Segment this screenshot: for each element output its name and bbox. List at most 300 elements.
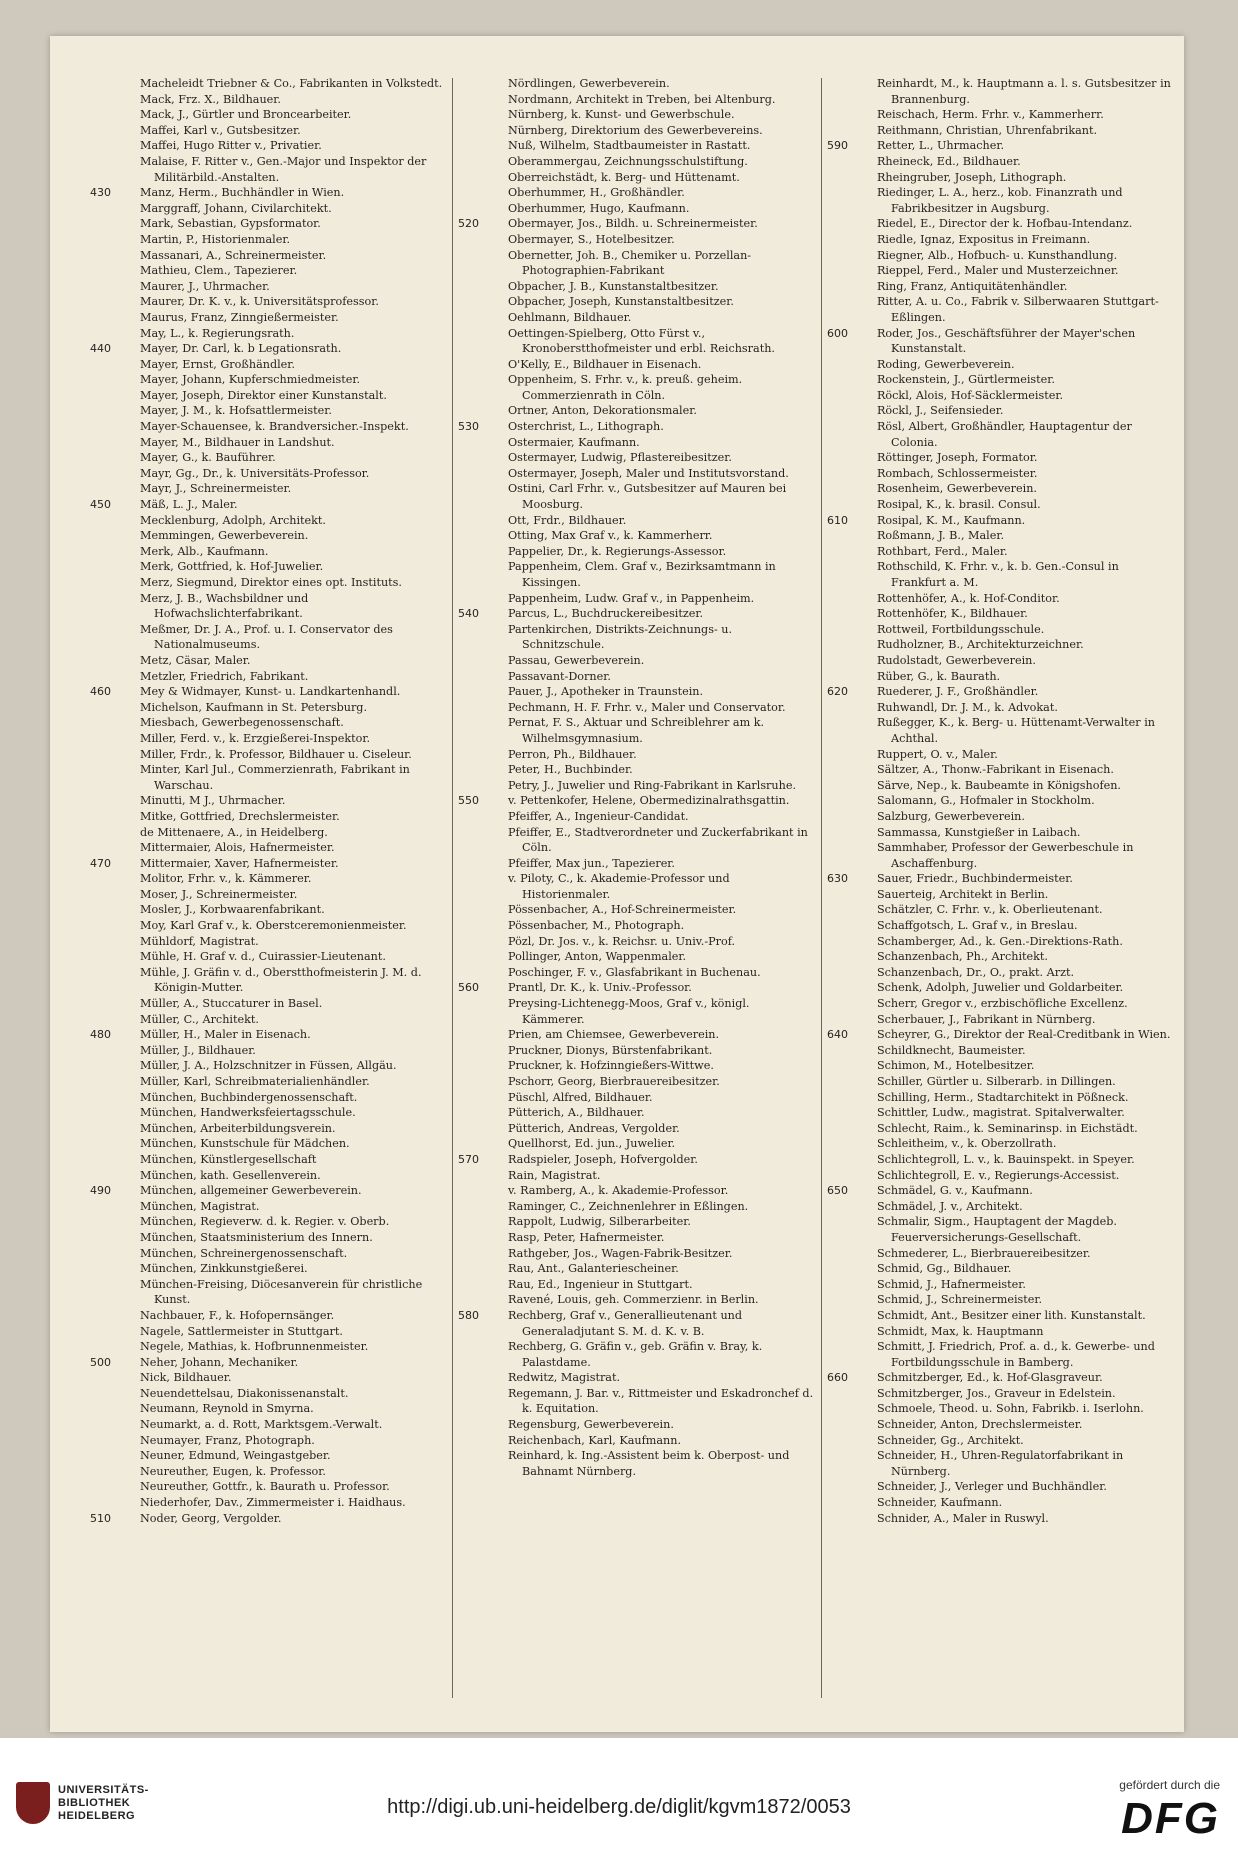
entry-text: Ravené, Louis, geh. Commerzienr. in Berlin. bbox=[508, 1293, 759, 1307]
entry-text: Schneider, H., Uhren-Regulatorfabrikant in Nürnberg. bbox=[877, 1449, 1124, 1478]
list-entry bbox=[827, 294, 1177, 325]
list-entry bbox=[827, 1308, 1177, 1324]
list-entry bbox=[458, 902, 814, 918]
list-entry bbox=[90, 669, 446, 685]
entry-text: Pappelier, Dr., k. Regierungs-Assessor. bbox=[508, 544, 727, 558]
entry-number: 480 bbox=[90, 1028, 111, 1042]
entry-text: Pechmann, H. F. Frhr. v., Maler und Conservator. bbox=[508, 700, 786, 714]
list-entry bbox=[827, 918, 1177, 934]
entry-text: Roder, Jos., Geschäftsführer der Mayer'schen Kunstanstalt. bbox=[877, 326, 1136, 356]
list-entry bbox=[827, 778, 1177, 794]
entry-text: Pruckner, k. Hofzinngießers-Wittwe. bbox=[508, 1059, 714, 1073]
list-entry bbox=[458, 294, 814, 310]
list-entry bbox=[458, 138, 814, 154]
entry-number: 620 bbox=[827, 685, 848, 699]
list-entry bbox=[458, 1058, 814, 1074]
list-entry bbox=[827, 887, 1177, 903]
list-entry bbox=[827, 606, 1177, 622]
dfg-logo[interactable]: DFG bbox=[1121, 1794, 1220, 1843]
list-entry bbox=[458, 357, 814, 373]
entry-text: Moser, J., Schreinermeister. bbox=[140, 887, 298, 901]
list-entry bbox=[90, 92, 446, 108]
entry-text: Rottenhöfer, K., Bildhauer. bbox=[877, 607, 1028, 621]
footer-bar bbox=[0, 1738, 1238, 1861]
entry-text: Obernetter, Joh. B., Chemiker u. Porzellan-Photographien-Fabrikant bbox=[508, 248, 752, 278]
entry-text: v. Pettenkofer, Helene, Obermedizinalrathsgattin. bbox=[508, 794, 790, 808]
list-entry bbox=[827, 1105, 1177, 1121]
list-entry bbox=[458, 591, 814, 607]
list-entry bbox=[90, 825, 446, 841]
list-entry bbox=[827, 1277, 1177, 1293]
list-entry bbox=[458, 1417, 814, 1433]
list-entry bbox=[90, 1401, 446, 1417]
list-entry bbox=[458, 1433, 814, 1449]
entry-number: 590 bbox=[827, 139, 848, 153]
entry-text: Regensburg, Gewerbeverein. bbox=[508, 1418, 674, 1432]
entry-text: Rosenheim, Gewerbeverein. bbox=[877, 482, 1037, 496]
entry-text: Müller, C., Architekt. bbox=[140, 1012, 259, 1026]
list-entry bbox=[90, 1464, 446, 1480]
entry-text: Manz, Herm., Buchhändler in Wien. bbox=[140, 186, 345, 200]
entry-number: 440 bbox=[90, 342, 111, 356]
list-entry bbox=[458, 372, 814, 403]
entry-text: Metzler, Friedrich, Fabrikant. bbox=[140, 669, 309, 683]
list-entry bbox=[90, 107, 446, 123]
entry-text: Maffei, Hugo Ritter v., Privatier. bbox=[140, 139, 322, 153]
list-entry bbox=[458, 76, 814, 92]
list-entry bbox=[827, 1074, 1177, 1090]
entry-text: Molitor, Frhr. v., k. Kämmerer. bbox=[140, 872, 312, 886]
entry-text: München-Freising, Diöcesanverein für christliche Kunst. bbox=[140, 1277, 423, 1307]
entry-text: Rechberg, G. Gräfin v., geb. Gräfin v. Bray, k. Palastdame. bbox=[508, 1340, 763, 1369]
list-entry bbox=[458, 403, 814, 419]
entry-number: 550 bbox=[458, 794, 479, 808]
list-entry bbox=[90, 1308, 446, 1324]
entry-text: Nachbauer, F., k. Hofopernsänger. bbox=[140, 1308, 335, 1322]
entry-text: Massanari, A., Schreinermeister. bbox=[140, 248, 327, 262]
entry-text: München, Arbeiterbildungsverein. bbox=[140, 1121, 336, 1135]
list-entry bbox=[90, 996, 446, 1012]
list-entry bbox=[827, 747, 1177, 763]
entry-text: Oppenheim, S. Frhr. v., k. preuß. geheim. Commerzienrath in Cöln. bbox=[508, 373, 743, 402]
entry-text: Osterchrist, L., Lithograph. bbox=[508, 420, 664, 434]
member-list-column-2 bbox=[458, 76, 814, 1479]
entry-text: Särve, Nep., k. Baubeamte in Königshofen. bbox=[877, 778, 1121, 792]
entry-text: Rothbart, Ferd., Maler. bbox=[877, 544, 1008, 558]
list-entry bbox=[827, 1417, 1177, 1433]
list-entry bbox=[458, 1292, 814, 1308]
entry-text: v. Ramberg, A., k. Akademie-Professor. bbox=[508, 1184, 729, 1198]
entry-text: Neureuther, Gottfr., k. Baurath u. Professor. bbox=[140, 1480, 390, 1494]
entry-text: Roding, Gewerbeverein. bbox=[877, 357, 1015, 371]
list-entry bbox=[827, 107, 1177, 123]
entry-text: Schmidt, Ant., Besitzer einer lith. Kunstanstalt. bbox=[877, 1308, 1146, 1322]
list-entry bbox=[90, 591, 446, 622]
list-entry bbox=[90, 1121, 446, 1137]
entry-text: Rottenhöfer, A., k. Hof-Conditor. bbox=[877, 591, 1060, 605]
list-entry bbox=[458, 793, 814, 809]
list-entry bbox=[458, 419, 814, 435]
entry-text: Rappolt, Ludwig, Silberarbeiter. bbox=[508, 1215, 691, 1229]
entry-text: Passavant-Dorner. bbox=[508, 669, 611, 683]
entry-text: Pschorr, Georg, Bierbrauereibesitzer. bbox=[508, 1075, 720, 1088]
entry-text: Neumann, Reynold in Smyrna. bbox=[140, 1402, 314, 1416]
list-entry bbox=[827, 279, 1177, 295]
entry-text: Schneider, J., Verleger und Buchhändler. bbox=[877, 1480, 1107, 1494]
list-entry bbox=[827, 76, 1177, 107]
list-entry bbox=[458, 1230, 814, 1246]
entry-text: Rheingruber, Joseph, Lithograph. bbox=[877, 170, 1067, 184]
list-entry bbox=[458, 871, 814, 902]
entry-text: Rathgeber, Jos., Wagen-Fabrik-Besitzer. bbox=[508, 1246, 733, 1260]
entry-text: Pfeiffer, A., Ingenieur-Candidat. bbox=[508, 809, 689, 823]
list-entry bbox=[458, 606, 814, 622]
entry-text: Miller, Frdr., k. Professor, Bildhauer u. Ciseleur. bbox=[140, 747, 412, 761]
entry-text: Röttinger, Joseph, Formator. bbox=[877, 451, 1038, 465]
entry-text: Minter, Karl Jul., Commerzienrath, Fabrikant in Warschau. bbox=[140, 763, 410, 792]
entry-text: Poschinger, F. v., Glasfabrikant in Buchenau. bbox=[508, 965, 761, 979]
list-entry bbox=[827, 1043, 1177, 1059]
entry-text: Schmitzberger, Ed., k. Hof-Glasgraveur. bbox=[877, 1371, 1103, 1385]
list-entry bbox=[458, 1090, 814, 1106]
list-entry bbox=[90, 684, 446, 700]
entry-number: 580 bbox=[458, 1308, 479, 1322]
entry-text: Mayer, M., Bildhauer in Landshut. bbox=[140, 435, 335, 449]
list-entry bbox=[90, 1199, 446, 1215]
entry-text: Schiller, Gürtler u. Silberarb. in Dillingen. bbox=[877, 1075, 1116, 1088]
entry-text: Mosler, J., Korbwaarenfabrikant. bbox=[140, 903, 325, 917]
list-entry bbox=[90, 622, 446, 653]
entry-text: Mayer-Schauensee, k. Brandversicher.-Inspekt. bbox=[140, 420, 409, 434]
member-list-column-1 bbox=[90, 76, 446, 1526]
list-entry bbox=[458, 1386, 814, 1417]
entry-text: Mayer, Ernst, Großhändler. bbox=[140, 357, 295, 371]
list-entry bbox=[827, 528, 1177, 544]
entry-text: Maurus, Franz, Zinngießermeister. bbox=[140, 310, 339, 324]
list-entry bbox=[90, 263, 446, 279]
list-entry bbox=[458, 528, 814, 544]
entry-text: Noder, Georg, Vergolder. bbox=[140, 1511, 282, 1525]
entry-text: Pfeiffer, Max jun., Tapezierer. bbox=[508, 856, 675, 870]
list-entry bbox=[458, 1214, 814, 1230]
entry-text: Neuendettelsau, Diakonissenanstalt. bbox=[140, 1386, 349, 1400]
list-entry bbox=[458, 185, 814, 201]
list-entry bbox=[90, 1043, 446, 1059]
entry-text: Oehlmann, Bildhauer. bbox=[508, 310, 632, 324]
list-entry bbox=[827, 1433, 1177, 1449]
list-entry bbox=[90, 700, 446, 716]
list-entry bbox=[90, 528, 446, 544]
list-entry bbox=[827, 450, 1177, 466]
list-entry bbox=[458, 980, 814, 996]
column-divider bbox=[452, 78, 453, 1698]
list-entry bbox=[827, 372, 1177, 388]
entry-text: Rechberg, Graf v., Generallieutenant und Generaladjutant S. M. d. K. v. B. bbox=[508, 1308, 743, 1338]
list-entry bbox=[90, 1027, 446, 1043]
entry-text: Minutti, M J., Uhrmacher. bbox=[140, 794, 286, 808]
list-entry bbox=[458, 622, 814, 653]
entry-text: Pössenbacher, A., Hof-Schreinermeister. bbox=[508, 903, 737, 917]
entry-text: O'Kelly, E., Bildhauer in Eisenach. bbox=[508, 357, 702, 371]
entry-text: Neher, Johann, Mechaniker. bbox=[140, 1355, 299, 1369]
list-entry bbox=[90, 326, 446, 342]
entry-text: Mey & Widmayer, Kunst- u. Landkartenhandl. bbox=[140, 685, 401, 699]
entry-text: Neumarkt, a. d. Rott, Marktsgem.-Verwalt. bbox=[140, 1418, 383, 1432]
entry-text: Schleitheim, v., k. Oberzollrath. bbox=[877, 1137, 1057, 1151]
list-entry bbox=[90, 949, 446, 965]
entry-text: Merz, Siegmund, Direktor eines opt. Instituts. bbox=[140, 576, 402, 589]
list-entry bbox=[90, 1511, 446, 1527]
list-entry bbox=[90, 747, 446, 763]
list-entry bbox=[90, 341, 446, 357]
entry-text: Pernat, F. S., Aktuar und Schreiblehrer am k. Wilhelmsgymnasium. bbox=[508, 716, 765, 745]
list-entry bbox=[90, 1433, 446, 1449]
list-entry bbox=[90, 871, 446, 887]
list-entry bbox=[90, 731, 446, 747]
entry-text: Pfeiffer, E., Stadtverordneter und Zuckerfabrikant in Cöln. bbox=[508, 825, 808, 855]
entry-text: Mühldorf, Magistrat. bbox=[140, 934, 259, 948]
entry-number: 530 bbox=[458, 420, 479, 434]
list-entry bbox=[458, 201, 814, 217]
entry-text: Rösl, Albert, Großhändler, Hauptagentur der Colonia. bbox=[877, 420, 1132, 449]
list-entry bbox=[827, 403, 1177, 419]
list-entry bbox=[458, 715, 814, 746]
list-entry bbox=[90, 201, 446, 217]
list-entry bbox=[90, 1495, 446, 1511]
funding-caption: gefördert durch die bbox=[1119, 1778, 1220, 1792]
list-entry bbox=[90, 809, 446, 825]
list-entry bbox=[90, 1105, 446, 1121]
entry-text: Oberhummer, Hugo, Kaufmann. bbox=[508, 201, 690, 215]
entry-text: Maurer, J., Uhrmacher. bbox=[140, 279, 270, 293]
entry-text: Oettingen-Spielberg, Otto Fürst v., Kronoberstthofmeister und erbl. Reichsrath. bbox=[508, 326, 775, 356]
list-entry bbox=[827, 1386, 1177, 1402]
list-entry bbox=[827, 965, 1177, 981]
list-entry bbox=[827, 1183, 1177, 1199]
entry-text: Macheleidt Triebner & Co., Fabrikanten in Volkstedt. bbox=[140, 77, 443, 90]
entry-text: Metz, Cäsar, Maler. bbox=[140, 653, 251, 667]
list-entry bbox=[90, 216, 446, 232]
list-entry bbox=[458, 996, 814, 1027]
entry-text: Schneider, Anton, Drechslermeister. bbox=[877, 1418, 1083, 1432]
entry-text: Schanzenbach, Ph., Architekt. bbox=[877, 950, 1048, 964]
list-entry bbox=[458, 778, 814, 794]
entry-text: Schittler, Ludw., magistrat. Spitalverwalter. bbox=[877, 1106, 1125, 1120]
entry-number: 640 bbox=[827, 1028, 848, 1042]
entry-text: Mayer, G., k. Bauführer. bbox=[140, 451, 276, 465]
entry-text: Obermayer, S., Hotelbesitzer. bbox=[508, 232, 675, 246]
entry-text: Redwitz, Magistrat. bbox=[508, 1371, 621, 1385]
entry-text: Meßmer, Dr. J. A., Prof. u. I. Conservator des Nationalmuseums. bbox=[140, 622, 393, 652]
list-entry bbox=[827, 996, 1177, 1012]
list-entry bbox=[90, 185, 446, 201]
entry-number: 470 bbox=[90, 856, 111, 870]
entry-text: Rüber, G., k. Baurath. bbox=[877, 669, 1001, 683]
entry-text: München, Magistrat. bbox=[140, 1199, 260, 1213]
list-entry bbox=[827, 1401, 1177, 1417]
list-entry bbox=[90, 653, 446, 669]
entry-text: Salzburg, Gewerbeverein. bbox=[877, 809, 1025, 823]
list-entry bbox=[458, 1199, 814, 1215]
list-entry bbox=[458, 918, 814, 934]
entry-number: 500 bbox=[90, 1355, 111, 1369]
list-entry bbox=[458, 435, 814, 451]
list-entry bbox=[458, 279, 814, 295]
list-entry bbox=[827, 637, 1177, 653]
entry-text: München, Künstlergesellschaft bbox=[140, 1152, 317, 1166]
list-entry bbox=[458, 653, 814, 669]
list-entry bbox=[90, 403, 446, 419]
list-entry bbox=[90, 1261, 446, 1277]
entry-text: Schmädel, J. v., Architekt. bbox=[877, 1199, 1023, 1213]
entry-text: Oberreichstädt, k. Berg- und Hüttenamt. bbox=[508, 170, 740, 184]
entry-text: Maffei, Karl v., Gutsbesitzer. bbox=[140, 123, 301, 137]
list-entry bbox=[458, 934, 814, 950]
list-entry bbox=[90, 1152, 446, 1168]
entry-text: Schmitt, J. Friedrich, Prof. a. d., k. Gewerbe- und Fortbildungsschule in Bamberg. bbox=[877, 1340, 1155, 1369]
entry-text: Mittermaier, Alois, Hafnermeister. bbox=[140, 841, 335, 855]
entry-number: 540 bbox=[458, 607, 479, 621]
list-entry bbox=[827, 809, 1177, 825]
list-entry bbox=[827, 1370, 1177, 1386]
list-entry bbox=[827, 559, 1177, 590]
entry-number: 610 bbox=[827, 513, 848, 527]
entry-text: Ortner, Anton, Dekorationsmaler. bbox=[508, 404, 697, 418]
list-entry bbox=[827, 1246, 1177, 1262]
list-entry bbox=[458, 1308, 814, 1339]
list-entry bbox=[827, 1121, 1177, 1137]
entry-text: Ostermaier, Kaufmann. bbox=[508, 435, 640, 449]
entry-text: Merz, J. B., Wachsbildner und Hofwachslichterfabrikant. bbox=[140, 591, 309, 621]
list-entry bbox=[90, 279, 446, 295]
entry-text: München, Handwerksfeiertagsschule. bbox=[140, 1106, 356, 1120]
entry-text: Mayr, Gg., Dr., k. Universitäts-Professor. bbox=[140, 466, 370, 480]
entry-text: Prien, am Chiemsee, Gewerbeverein. bbox=[508, 1028, 720, 1042]
list-entry bbox=[458, 248, 814, 279]
entry-text: Neureuther, Eugen, k. Professor. bbox=[140, 1464, 326, 1478]
entry-text: Neumayer, Franz, Photograph. bbox=[140, 1433, 315, 1447]
entry-text: Ott, Frdr., Bildhauer. bbox=[508, 513, 627, 527]
list-entry bbox=[827, 793, 1177, 809]
entry-text: Rieppel, Ferd., Maler und Musterzeichner. bbox=[877, 264, 1119, 278]
entry-number: 660 bbox=[827, 1371, 848, 1385]
entry-text: Müller, J. A., Holzschnitzer in Füssen, Allgäu. bbox=[140, 1059, 397, 1073]
entry-text: Mittermaier, Xaver, Hafnermeister. bbox=[140, 856, 339, 870]
list-entry bbox=[90, 1090, 446, 1106]
list-entry bbox=[458, 747, 814, 763]
list-entry bbox=[458, 1168, 814, 1184]
entry-number: 560 bbox=[458, 981, 479, 995]
entry-number: 520 bbox=[458, 217, 479, 231]
list-entry bbox=[458, 1074, 814, 1090]
entry-text: Preysing-Lichtenegg-Moos, Graf v., königl. Kämmerer. bbox=[508, 997, 750, 1026]
list-entry bbox=[458, 513, 814, 529]
list-entry bbox=[90, 138, 446, 154]
list-entry bbox=[458, 965, 814, 981]
list-entry bbox=[90, 1136, 446, 1152]
entry-text: Ruhwandl, Dr. J. M., k. Advokat. bbox=[877, 700, 1058, 714]
list-entry bbox=[90, 294, 446, 310]
list-entry bbox=[827, 357, 1177, 373]
member-list-column-3 bbox=[827, 76, 1177, 1526]
entry-text: Schildknecht, Baumeister. bbox=[877, 1043, 1026, 1057]
entry-text: Schneider, Kaufmann. bbox=[877, 1496, 1003, 1510]
entry-text: Schmederer, L., Bierbrauereibesitzer. bbox=[877, 1246, 1091, 1260]
list-entry bbox=[90, 372, 446, 388]
list-entry bbox=[827, 170, 1177, 186]
entry-text: Reithmann, Christian, Uhrenfabrikant. bbox=[877, 123, 1098, 137]
list-entry bbox=[90, 388, 446, 404]
entry-text: Püschl, Alfred, Bildhauer. bbox=[508, 1090, 653, 1104]
entry-text: Mayer, Johann, Kupferschmiedmeister. bbox=[140, 373, 361, 387]
entry-text: München, Kunstschule für Mädchen. bbox=[140, 1137, 350, 1151]
list-entry bbox=[827, 138, 1177, 154]
list-entry bbox=[458, 809, 814, 825]
list-entry bbox=[827, 1214, 1177, 1245]
list-entry bbox=[827, 1292, 1177, 1308]
list-entry bbox=[827, 1511, 1177, 1527]
entry-text: Riegner, Alb., Hofbuch- u. Kunsthandlung. bbox=[877, 248, 1118, 262]
entry-text: Scherr, Gregor v., erzbischöfliche Excellenz. bbox=[877, 997, 1128, 1011]
entry-number: 600 bbox=[827, 326, 848, 340]
permalink-url[interactable]: http://digi.ub.uni-heidelberg.de/diglit/kgvm1872/0053 bbox=[387, 1796, 851, 1818]
entry-text: Schmid, Gg., Bildhauer. bbox=[877, 1262, 1012, 1276]
list-entry bbox=[90, 1246, 446, 1262]
list-entry bbox=[90, 918, 446, 934]
list-entry bbox=[827, 1339, 1177, 1370]
entry-number: 460 bbox=[90, 685, 111, 699]
list-entry bbox=[827, 934, 1177, 950]
entry-text: Schmid, J., Hafnermeister. bbox=[877, 1277, 1026, 1291]
list-entry bbox=[827, 1058, 1177, 1074]
entry-text: Neuner, Edmund, Weingastgeber. bbox=[140, 1449, 331, 1463]
list-entry bbox=[827, 154, 1177, 170]
list-entry bbox=[827, 700, 1177, 716]
entry-text: Mühle, J. Gräfin v. d., Oberstthofmeisterin J. M. d. Königin-Mutter. bbox=[140, 965, 422, 995]
entry-text: Peter, H., Buchbinder. bbox=[508, 763, 633, 777]
entry-text: Ostermayer, Ludwig, Pflastereibesitzer. bbox=[508, 451, 732, 465]
list-entry bbox=[827, 123, 1177, 139]
entry-text: Rothschild, K. Frhr. v., k. b. Gen.-Consul in Frankfurt a. M. bbox=[877, 560, 1119, 589]
entry-text: Pruckner, Dionys, Bürstenfabrikant. bbox=[508, 1043, 713, 1057]
entry-text: Martin, P., Historienmaler. bbox=[140, 232, 291, 246]
entry-text: Parcus, L., Buchdruckereibesitzer. bbox=[508, 607, 704, 621]
entry-text: Mitke, Gottfried, Drechslermeister. bbox=[140, 809, 340, 823]
entry-text: Schaffgotsch, L. Graf v., in Breslau. bbox=[877, 919, 1078, 933]
entry-text: Ostini, Carl Frhr. v., Gutsbesitzer auf Mauren bei Moosburg. bbox=[508, 482, 787, 512]
list-entry bbox=[827, 216, 1177, 232]
entry-text: München, Zinkkunstgießerei. bbox=[140, 1262, 308, 1276]
entry-text: Memmingen, Gewerbeverein. bbox=[140, 529, 309, 543]
library-name: UNIVERSITÄTS- BIBLIOTHEK HEIDELBERG bbox=[58, 1784, 149, 1822]
list-entry bbox=[458, 481, 814, 512]
list-entry bbox=[827, 185, 1177, 216]
list-entry bbox=[458, 544, 814, 560]
list-entry bbox=[90, 310, 446, 326]
entry-text: München, Buchbindergenossenschaft. bbox=[140, 1090, 358, 1104]
list-entry bbox=[827, 1012, 1177, 1028]
list-entry bbox=[90, 856, 446, 872]
entry-text: Obpacher, J. B., Kunstanstaltbesitzer. bbox=[508, 279, 719, 293]
list-entry bbox=[827, 669, 1177, 685]
entry-text: Marggraff, Johann, Civilarchitekt. bbox=[140, 201, 332, 215]
list-entry bbox=[458, 154, 814, 170]
list-entry bbox=[90, 1183, 446, 1199]
entry-text: Röckl, J., Seifensieder. bbox=[877, 404, 1004, 418]
list-entry bbox=[458, 856, 814, 872]
entry-text: Ruederer, J. F., Großhändler. bbox=[877, 685, 1039, 699]
list-entry bbox=[90, 1370, 446, 1386]
